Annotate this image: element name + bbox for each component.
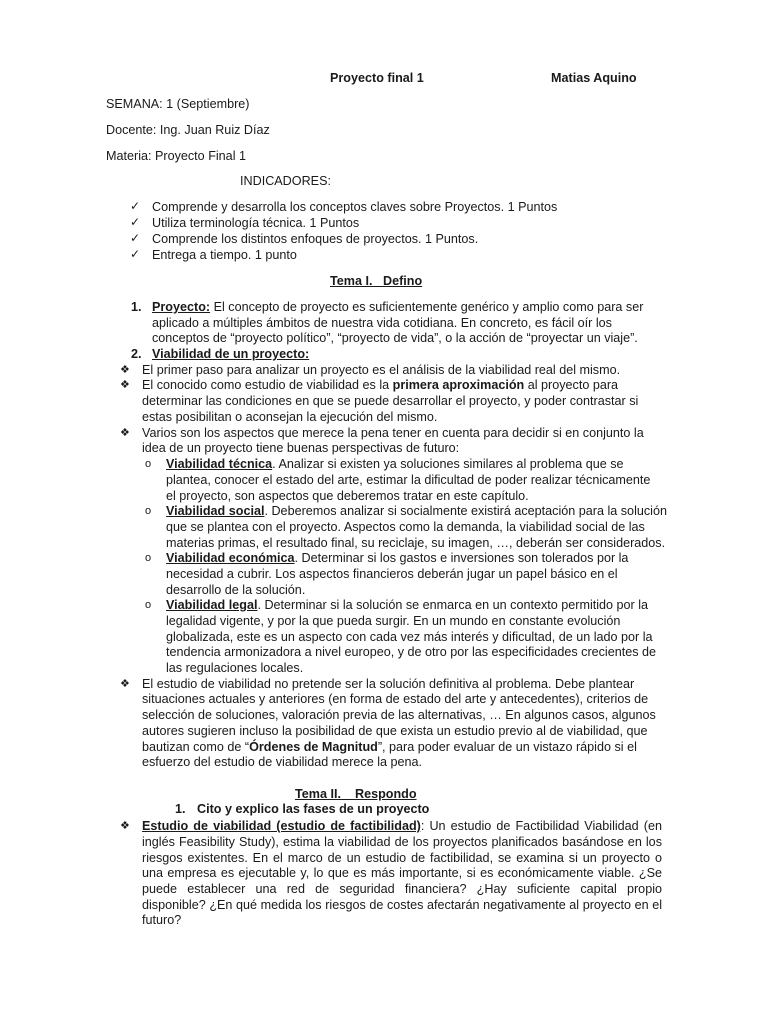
- text-line: El estudio de viabilidad no pretende ser la solución definitiva al problema. Debe plantear: [142, 677, 635, 691]
- text-line: una empresa es ejecutable y, lo que es más importante, si es económicamente viable. ¿Se: [142, 866, 662, 880]
- diamond-bullet-icon: ❖: [120, 820, 130, 832]
- semana-line: SEMANA: 1 (Septiembre): [106, 97, 250, 111]
- circle-bullet-icon: o: [145, 505, 152, 517]
- list-item: Comprende los distintos enfoques de proyectos. 1 Puntos.: [152, 232, 479, 246]
- document-title: Proyecto final 1: [330, 71, 424, 85]
- text-line: plantea, conocer el estado del arte, estimar la dificultad de poder realizar técnicamente: [166, 473, 651, 487]
- viabilidad-term: Viabilidad de un proyecto:: [152, 347, 310, 361]
- text-line: materias primas, el resultado final, su reciclaje, su imagen, …, deberán ser considerados.: [166, 536, 666, 550]
- viabilidad-tecnica-term: Viabilidad técnica: [166, 457, 273, 471]
- text-line: que se plantea con el proyecto. Aspectos como la demanda, la viabilidad social de las: [166, 520, 645, 534]
- text-line: Varios son los aspectos que merece la pena tener en cuenta para decidir si en conjunto la: [142, 426, 644, 440]
- bold-span: Órdenes de Magnitud: [249, 740, 378, 754]
- tema2-heading: [295, 787, 417, 802]
- docente-line: Docente: Ing. Juan Ruiz Díaz: [106, 123, 270, 137]
- text-line: [166, 551, 628, 566]
- text-line: [142, 378, 618, 393]
- materia-line: Materia: Proyecto Final 1: [106, 149, 246, 163]
- diamond-bullet-icon: ❖: [120, 678, 130, 690]
- text-line: El primer paso para analizar un proyecto es el análisis de la viabilidad real del mismo.: [142, 363, 621, 377]
- text-span: . Analizar si existen ya soluciones similares al problema que se: [272, 457, 624, 471]
- item-number: 1.: [131, 300, 142, 314]
- check-icon: ✓: [130, 199, 141, 213]
- text-span: . Determinar si los gastos e inversiones son tolerados por la: [294, 551, 629, 565]
- circle-bullet-icon: o: [145, 458, 152, 470]
- viabilidad-legal-term: Viabilidad legal: [166, 598, 258, 612]
- text-span: El conocido como estudio de viabilidad es la: [142, 378, 393, 392]
- list-item: Comprende y desarrolla los conceptos claves sobre Proyectos. 1 Puntos: [152, 200, 558, 214]
- text-line: el proyecto, son aspectos que deberemos tratar en este capítulo.: [166, 489, 529, 503]
- viabilidad-economica-term: Viabilidad económica: [166, 551, 295, 565]
- text-line: las regulaciones locales.: [166, 661, 304, 675]
- estudio-viabilidad-term: Estudio de viabilidad (estudio de factibilidad): [142, 819, 421, 833]
- bold-span: primera aproximación: [392, 378, 525, 392]
- diamond-bullet-icon: ❖: [120, 427, 130, 439]
- text-span: . Determinar si la solución se enmarca en un contexto permitido por la: [257, 598, 649, 612]
- item-number: 2.: [131, 347, 142, 361]
- text-line: [166, 457, 624, 472]
- text-line: conceptos de “proyecto político”, “proyecto de vida”, o la acción de “proyectar un viaje”.: [152, 331, 638, 345]
- text-line: [142, 819, 662, 834]
- text-span: ”, para poder evaluar de un vistazo rápido si el: [377, 740, 637, 754]
- text-line: legalidad vigente, y por la que pueda surgir. En un mundo en constante evolución: [166, 614, 621, 628]
- text-line: futuro?: [142, 913, 182, 927]
- indicadores-heading: INDICADORES:: [240, 174, 331, 188]
- check-icon: ✓: [130, 231, 141, 245]
- text-span: . Deberemos analizar si socialmente existirá aceptación para la solución: [264, 504, 667, 518]
- text-line: riesgos existentes. En el marco de un estudio de factibilidad, se examina si un proyecto o: [142, 851, 662, 865]
- question-heading: Cito y explico las fases de un proyecto: [197, 802, 430, 816]
- text-line: esfuerzo del estudio de viabilidad merece la pena.: [142, 755, 423, 769]
- text-line: idea de un proyecto tiene buenas perspectivas de futuro:: [142, 441, 460, 455]
- text-span: al proyecto para: [524, 378, 619, 392]
- text-line: El concepto de proyecto es suficientemente genérico y amplio como para ser: [210, 300, 644, 314]
- text-line: disponible? ¿En qué medida los riesgos de costes afectarán negativamente al proyecto en el: [142, 898, 662, 912]
- text-span: : Un estudio de Factibilidad Viabilidad (en: [420, 819, 662, 833]
- check-icon: ✓: [130, 247, 141, 261]
- proyecto-term: Proyecto:: [152, 300, 211, 314]
- tema2-label: Tema II.: [295, 787, 341, 801]
- text-line: puede establecer una red de seguridad financiera? ¿Hay suficiente capital propio: [142, 882, 662, 896]
- text-line: determinar las condiciones en que se puede desarrollar el proyecto, y poder contrastar si: [142, 394, 639, 408]
- tema1-heading: [330, 274, 422, 289]
- text-line: tendencia armonizadora a nivel europeo, y de otro por las especificidades crecientes de: [166, 645, 657, 659]
- circle-bullet-icon: o: [145, 552, 152, 564]
- text-line: selección de soluciones, valoración previa de las alternativas, … En algunos casos, algunos: [142, 708, 656, 722]
- text-line: desarrollo de la solución.: [166, 583, 306, 597]
- text-line: inglés Feasibility Study), estima la viabilidad de los proyectos planificados basándose en los: [142, 835, 662, 849]
- item-number: 1.: [175, 802, 186, 816]
- author-name: Matias Aquino: [551, 71, 637, 85]
- text-line: globalizada, este es un aspecto con cada vez más interés y dificultad, de un lado por la: [166, 630, 653, 644]
- circle-bullet-icon: o: [145, 599, 152, 611]
- tema1-label: Tema I.: [330, 274, 373, 288]
- text-line: autores sugieren incluso la posibilidad de que exista un estudio previo al de viabilidad, que: [142, 724, 648, 738]
- text-line: [142, 740, 637, 755]
- text-line: [166, 504, 667, 519]
- tema1-title: Defino: [382, 274, 423, 288]
- text-span: bautizan como de “: [142, 740, 250, 754]
- tema2-title: Respondo: [354, 787, 417, 801]
- diamond-bullet-icon: ❖: [120, 379, 130, 391]
- list-item: Entrega a tiempo. 1 punto: [152, 248, 297, 262]
- text-line: aplicado a múltiples ámbitos de nuestra vida cotidiana. En concreto, es fácil oír los: [152, 316, 612, 330]
- diamond-bullet-icon: ❖: [120, 364, 130, 376]
- text-line: necesidad a cubrir. Los aspectos financieros deberán jugar un papel básico en el: [166, 567, 618, 581]
- check-icon: ✓: [130, 215, 141, 229]
- list-item: Utiliza terminología técnica. 1 Puntos: [152, 216, 360, 230]
- text-line: [166, 598, 648, 613]
- text-line: situaciones actuales y anteriores (en forma de estado del arte y antecedentes), criterios de: [142, 692, 649, 706]
- proyecto-definition: [152, 300, 643, 315]
- viabilidad-social-term: Viabilidad social: [166, 504, 265, 518]
- text-line: estas posibilitan o aconsejan la ejecución del mismo.: [142, 410, 438, 424]
